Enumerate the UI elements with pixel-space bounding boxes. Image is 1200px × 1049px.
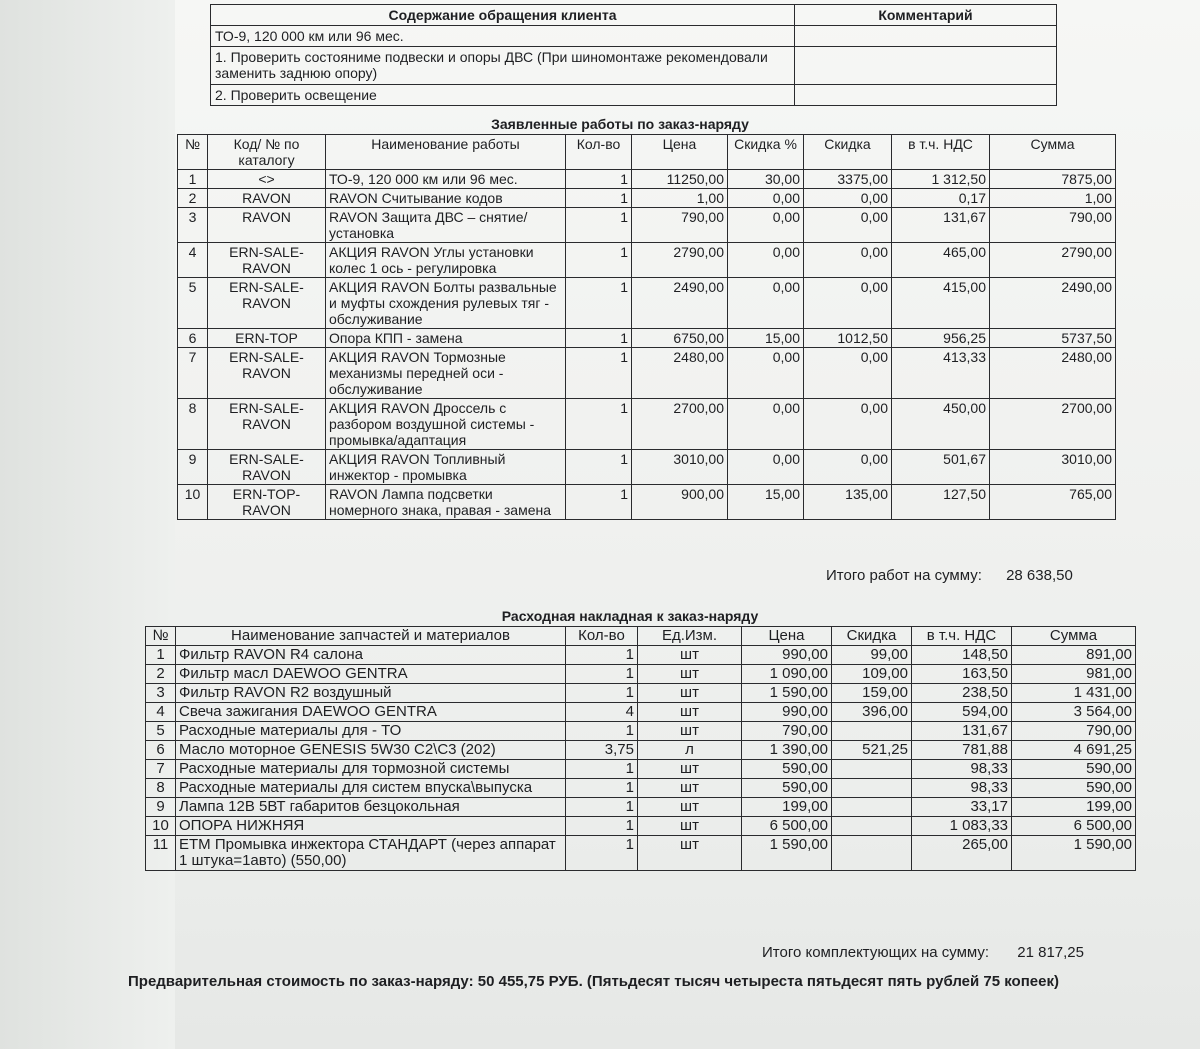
parts-cell: шт [638, 779, 742, 798]
request-comment [795, 85, 1057, 106]
parts-cell: 590,00 [1012, 779, 1136, 798]
works-cell: ERN-SALE-RAVON [208, 348, 326, 399]
works-cell: 2790,00 [990, 243, 1116, 278]
works-cell: 450,00 [892, 399, 990, 450]
works-cell: 1,00 [632, 189, 728, 208]
parts-cell: 1 [566, 665, 638, 684]
parts-cell: 159,00 [832, 684, 912, 703]
works-cell: 0,00 [804, 243, 892, 278]
works-cell: 5 [178, 278, 208, 329]
works-cell: ERN-SALE-RAVON [208, 399, 326, 450]
table-row [178, 243, 1116, 278]
works-cell: 3 [178, 208, 208, 243]
works-cell: 1,00 [990, 189, 1116, 208]
parts-header-cell: в т.ч. НДС [912, 627, 1012, 646]
request-comment [795, 26, 1057, 47]
parts-cell: 1 590,00 [742, 684, 832, 703]
parts-cell: Свеча зажигания DAEWOO GENTRA [176, 703, 566, 722]
parts-cell: 148,50 [912, 646, 1012, 665]
parts-cell: 238,50 [912, 684, 1012, 703]
parts-cell: Лампа 12В 5ВТ габаритов безцокольная [176, 798, 566, 817]
request-row [211, 85, 1057, 106]
works-header-cell: Скидка [804, 135, 892, 170]
parts-cell: 8 [146, 779, 176, 798]
works-header-cell: Скидка % [728, 135, 804, 170]
parts-header-cell: Сумма [1012, 627, 1136, 646]
parts-cell: 7 [146, 760, 176, 779]
works-cell: АКЦИЯ RAVON Тормозные механизмы передней оси - обслуживание [326, 348, 566, 399]
works-cell: 0,00 [804, 348, 892, 399]
works-header-cell: в т.ч. НДС [892, 135, 990, 170]
works-body [178, 170, 1116, 520]
request-content-header: Содержание обращения клиента [211, 5, 795, 26]
parts-cell [832, 836, 912, 871]
parts-cell: 590,00 [742, 760, 832, 779]
table-row [178, 189, 1116, 208]
parts-cell: Масло моторное GENESIS 5W30 C2\C3 (202) [176, 741, 566, 760]
request-header-row [211, 5, 1057, 26]
works-cell: ERN-SALE-RAVON [208, 243, 326, 278]
works-cell: 3010,00 [632, 450, 728, 485]
works-cell: 7875,00 [990, 170, 1116, 189]
works-cell: 3010,00 [990, 450, 1116, 485]
parts-cell: шт [638, 760, 742, 779]
works-cell: 1 [566, 399, 632, 450]
parts-cell: 1 [566, 760, 638, 779]
works-header-cell: Кол-во [566, 135, 632, 170]
parts-cell: 1 [566, 817, 638, 836]
works-cell: 1 [566, 208, 632, 243]
parts-header-cell: Цена [742, 627, 832, 646]
request-comment-header: Комментарий [795, 5, 1057, 26]
parts-cell: Фильтр RAVON R2 воздушный [176, 684, 566, 703]
works-cell: 790,00 [632, 208, 728, 243]
works-cell: 1 [566, 278, 632, 329]
table-row [146, 722, 1136, 741]
works-cell: 127,50 [892, 485, 990, 520]
table-row [146, 646, 1136, 665]
parts-cell: 131,67 [912, 722, 1012, 741]
paper-edge-shadow [0, 0, 175, 1049]
request-row [211, 47, 1057, 85]
parts-cell: Фильтр масл DAEWOO GENTRA [176, 665, 566, 684]
parts-cell: 981,00 [1012, 665, 1136, 684]
works-header-cell: Код/ № по каталогу [208, 135, 326, 170]
table-row [178, 485, 1116, 520]
works-cell: 0,00 [804, 399, 892, 450]
works-cell: 0,00 [804, 208, 892, 243]
table-row [178, 399, 1116, 450]
works-cell: RAVON Лампа подсветки номерного знака, правая - замена [326, 485, 566, 520]
works-cell: 0,00 [804, 189, 892, 208]
works-header-row [178, 135, 1116, 170]
works-cell: 0,00 [728, 399, 804, 450]
parts-cell: Фильтр RAVON R4 салона [176, 646, 566, 665]
works-cell: 0,00 [804, 450, 892, 485]
parts-total [762, 944, 1084, 961]
works-cell: 135,00 [804, 485, 892, 520]
works-cell: 1 [566, 170, 632, 189]
request-text: 1. Проверить состояниме подвески и опоры ДВС (При шиномонтаже рекомендовали заменить заднюю опору) [211, 47, 795, 85]
works-cell: 9 [178, 450, 208, 485]
works-cell: 1 [178, 170, 208, 189]
parts-cell: 265,00 [912, 836, 1012, 871]
works-cell: ERN-TOP-RAVON [208, 485, 326, 520]
works-cell: 2490,00 [990, 278, 1116, 329]
works-cell: 0,00 [728, 243, 804, 278]
works-cell: 1 312,50 [892, 170, 990, 189]
table-row [178, 450, 1116, 485]
works-cell: 1 [566, 329, 632, 348]
parts-header-cell: № [146, 627, 176, 646]
parts-cell: 1 083,33 [912, 817, 1012, 836]
works-cell: АКЦИЯ RAVON Болты развальные и муфты схождения рулевых тяг - обслуживание [326, 278, 566, 329]
parts-cell: шт [638, 684, 742, 703]
works-cell: 2480,00 [632, 348, 728, 399]
parts-cell: ЕТМ Промывка инжектора СТАНДАРТ (через аппарат 1 штука=1авто) (550,00) [176, 836, 566, 871]
parts-cell: 6 [146, 741, 176, 760]
request-comment [795, 47, 1057, 85]
table-row [146, 817, 1136, 836]
parts-cell: 1 390,00 [742, 741, 832, 760]
works-cell: 2 [178, 189, 208, 208]
final-cost [128, 970, 1128, 994]
parts-cell: шт [638, 722, 742, 741]
request-table [210, 4, 1057, 106]
parts-cell: 1 [146, 646, 176, 665]
parts-cell: 594,00 [912, 703, 1012, 722]
works-cell: 465,00 [892, 243, 990, 278]
parts-body [146, 646, 1136, 871]
works-header-cell: Наименование работы [326, 135, 566, 170]
works-title: Заявленные работы по заказ-наряду [491, 116, 749, 132]
parts-cell: 781,88 [912, 741, 1012, 760]
parts-table [145, 626, 1136, 871]
works-cell: 1 [566, 485, 632, 520]
parts-cell: 1 [566, 798, 638, 817]
table-row [146, 798, 1136, 817]
works-cell: RAVON Считывание кодов [326, 189, 566, 208]
parts-cell: 109,00 [832, 665, 912, 684]
works-cell: 2700,00 [990, 399, 1116, 450]
works-cell: АКЦИЯ RAVON Топливный инжектор - промывка [326, 450, 566, 485]
parts-cell: Расходные материалы для - ТО [176, 722, 566, 741]
request-row [211, 26, 1057, 47]
parts-cell: 3 564,00 [1012, 703, 1136, 722]
parts-total-label: Итого комплектующих на сумму: [762, 944, 990, 961]
works-cell: 3375,00 [804, 170, 892, 189]
parts-cell: 1 [566, 646, 638, 665]
parts-cell: шт [638, 836, 742, 871]
table-row [146, 665, 1136, 684]
works-total [826, 567, 1073, 584]
parts-cell: 6 500,00 [742, 817, 832, 836]
works-cell: 1012,50 [804, 329, 892, 348]
works-cell: 2700,00 [632, 399, 728, 450]
parts-cell: 1 590,00 [1012, 836, 1136, 871]
parts-cell: 1 [566, 684, 638, 703]
parts-cell: 790,00 [742, 722, 832, 741]
parts-cell: 163,50 [912, 665, 1012, 684]
parts-header-cell: Кол-во [566, 627, 638, 646]
works-cell: <> [208, 170, 326, 189]
table-row [146, 684, 1136, 703]
parts-cell: 10 [146, 817, 176, 836]
works-cell: 1 [566, 243, 632, 278]
parts-cell: 98,33 [912, 760, 1012, 779]
works-cell: 0,00 [804, 278, 892, 329]
works-cell: 10 [178, 485, 208, 520]
works-cell: 1 [566, 450, 632, 485]
works-cell: 0,00 [728, 278, 804, 329]
works-cell: 2790,00 [632, 243, 728, 278]
parts-cell [832, 779, 912, 798]
works-cell: 2480,00 [990, 348, 1116, 399]
parts-cell: 590,00 [1012, 760, 1136, 779]
parts-cell: 2 [146, 665, 176, 684]
parts-cell: 33,17 [912, 798, 1012, 817]
table-row [146, 741, 1136, 760]
parts-header-row [146, 627, 1136, 646]
works-header-cell: № [178, 135, 208, 170]
table-row [178, 348, 1116, 399]
parts-cell: 11 [146, 836, 176, 871]
works-cell: 0,00 [728, 208, 804, 243]
table-row [146, 760, 1136, 779]
parts-cell [832, 817, 912, 836]
works-cell: 15,00 [728, 329, 804, 348]
parts-cell: 590,00 [742, 779, 832, 798]
works-cell: 7 [178, 348, 208, 399]
parts-cell: шт [638, 817, 742, 836]
parts-cell: 199,00 [742, 798, 832, 817]
request-text: ТО-9, 120 000 км или 96 мес. [211, 26, 795, 47]
works-cell: ERN-SALE-RAVON [208, 278, 326, 329]
parts-cell: 790,00 [1012, 722, 1136, 741]
parts-cell: 199,00 [1012, 798, 1136, 817]
parts-cell: 4 691,25 [1012, 741, 1136, 760]
works-cell: 765,00 [990, 485, 1116, 520]
parts-cell: 1 [566, 779, 638, 798]
final-amount: 50 455,75 РУБ. [477, 973, 583, 990]
works-cell: АКЦИЯ RAVON Углы установки колес 1 ось - регулировка [326, 243, 566, 278]
parts-cell: шт [638, 798, 742, 817]
works-cell: RAVON [208, 208, 326, 243]
parts-cell: шт [638, 665, 742, 684]
works-header-cell: Цена [632, 135, 728, 170]
table-row [178, 329, 1116, 348]
parts-cell: ОПОРА НИЖНЯЯ [176, 817, 566, 836]
works-table [177, 134, 1116, 520]
table-row [146, 779, 1136, 798]
parts-total-value: 21 817,25 [1017, 944, 1084, 961]
parts-cell [832, 722, 912, 741]
table-row [178, 170, 1116, 189]
parts-cell: Расходные материалы для тормозной системы [176, 760, 566, 779]
parts-cell: шт [638, 703, 742, 722]
parts-cell [832, 760, 912, 779]
works-cell: 2490,00 [632, 278, 728, 329]
parts-cell: 521,25 [832, 741, 912, 760]
parts-cell: Расходные материалы для систем впуска\выпуска [176, 779, 566, 798]
works-cell: 415,00 [892, 278, 990, 329]
works-cell: RAVON Защита ДВС – снятие/установка [326, 208, 566, 243]
works-cell: 15,00 [728, 485, 804, 520]
works-cell: 8 [178, 399, 208, 450]
parts-cell: 1 431,00 [1012, 684, 1136, 703]
final-label: Предварительная стоимость по заказ-наряду: [128, 973, 474, 990]
parts-cell: 4 [566, 703, 638, 722]
works-cell: 900,00 [632, 485, 728, 520]
works-total-value: 28 638,50 [1006, 567, 1073, 584]
works-cell: 790,00 [990, 208, 1116, 243]
works-cell: 131,67 [892, 208, 990, 243]
table-row [146, 703, 1136, 722]
parts-cell: л [638, 741, 742, 760]
works-cell: 413,33 [892, 348, 990, 399]
parts-cell: 3,75 [566, 741, 638, 760]
works-cell: 5737,50 [990, 329, 1116, 348]
parts-cell: 4 [146, 703, 176, 722]
works-cell: 0,17 [892, 189, 990, 208]
works-cell: 0,00 [728, 450, 804, 485]
final-words: (Пятьдесят тысяч четыреста пятьдесят пять рублей 75 копеек) [586, 973, 1059, 990]
works-cell: 6 [178, 329, 208, 348]
parts-header-cell: Скидка [832, 627, 912, 646]
parts-cell: 1 [566, 836, 638, 871]
parts-header-cell: Наименование запчастей и материалов [176, 627, 566, 646]
parts-cell: 1 090,00 [742, 665, 832, 684]
request-text: 2. Проверить освещение [211, 85, 795, 106]
works-cell: 1 [566, 189, 632, 208]
works-cell: 501,67 [892, 450, 990, 485]
works-cell: 6750,00 [632, 329, 728, 348]
works-cell: 11250,00 [632, 170, 728, 189]
works-cell: ERN-SALE-RAVON [208, 450, 326, 485]
parts-cell: шт [638, 646, 742, 665]
parts-cell: 990,00 [742, 703, 832, 722]
parts-cell: 1 [566, 722, 638, 741]
parts-cell: 990,00 [742, 646, 832, 665]
works-cell: RAVON [208, 189, 326, 208]
works-cell: 956,25 [892, 329, 990, 348]
works-cell: 1 [566, 348, 632, 399]
parts-header-cell: Ед.Изм. [638, 627, 742, 646]
works-cell: 0,00 [728, 189, 804, 208]
works-cell: 4 [178, 243, 208, 278]
parts-title: Расходная накладная к заказ-наряду [501, 608, 759, 624]
works-cell: 30,00 [728, 170, 804, 189]
parts-cell: 1 590,00 [742, 836, 832, 871]
parts-cell: 396,00 [832, 703, 912, 722]
parts-cell: 6 500,00 [1012, 817, 1136, 836]
works-cell: 0,00 [728, 348, 804, 399]
parts-cell: 9 [146, 798, 176, 817]
works-cell: АКЦИЯ RAVON Дроссель с разбором воздушной системы - промывка/адаптация [326, 399, 566, 450]
table-row [178, 278, 1116, 329]
works-total-label: Итого работ на сумму: [826, 567, 982, 584]
works-cell: Опора КПП - замена [326, 329, 566, 348]
table-row [178, 208, 1116, 243]
works-header-cell: Сумма [990, 135, 1116, 170]
parts-cell: 3 [146, 684, 176, 703]
parts-cell: 99,00 [832, 646, 912, 665]
parts-cell: 5 [146, 722, 176, 741]
parts-cell: 891,00 [1012, 646, 1136, 665]
parts-cell: 98,33 [912, 779, 1012, 798]
works-cell: ТО-9, 120 000 км или 96 мес. [326, 170, 566, 189]
table-row [146, 836, 1136, 871]
parts-cell [832, 798, 912, 817]
works-cell: ERN-TOP [208, 329, 326, 348]
